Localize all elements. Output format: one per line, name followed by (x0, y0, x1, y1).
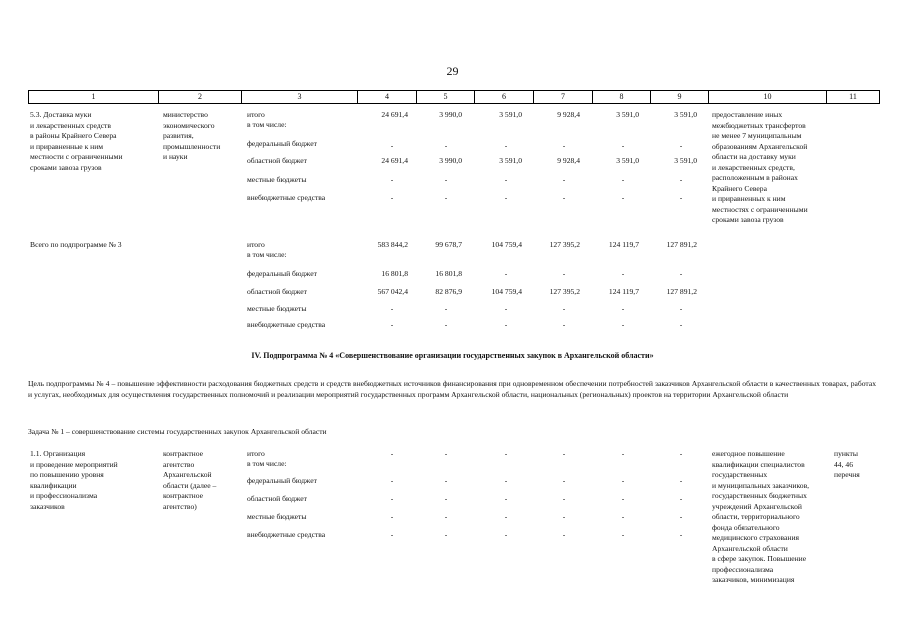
block2-fed-y2: 16 801,8 (435, 269, 462, 278)
block2-itogo-y5: 124 119,7 (608, 240, 639, 249)
section-title: IV. Подпрограмма № 4 «Совершенствование организации государственных закупок в Архангельской области» (251, 351, 654, 360)
block2-fed-y3: - (504, 269, 508, 278)
block1-mest-y3: - (504, 175, 508, 184)
block2-itogo-y3: 104 759,4 (491, 240, 522, 249)
block1-vneb-y6: - (679, 193, 683, 202)
block3-obl-y2: - (444, 494, 448, 503)
block1-obl-y2: 3 990,0 (439, 156, 462, 165)
block1-itogo-y4: 9 928,4 (557, 110, 580, 119)
block3-obl-y4: - (562, 494, 566, 503)
block3-fed-y2: - (444, 476, 448, 485)
block3-obl-y1: - (390, 494, 394, 503)
block2-obl-y4: 127 395,2 (549, 287, 580, 296)
block3-mest-y2: - (444, 512, 448, 521)
block2-obl-y6: 127 891,2 (666, 287, 697, 296)
header-col-9: 9 (651, 91, 709, 103)
block1-mest-y4: - (562, 175, 566, 184)
b1-label-incl: в том числе: (247, 120, 287, 129)
b1-label-vneb: внебюджетные средства (247, 193, 326, 202)
block1-itogo-y2: 3 990,0 (439, 110, 462, 119)
block2-vneb-y3: - (504, 320, 508, 329)
block1-mest-y1: - (390, 175, 394, 184)
block1-mest-y6: - (679, 175, 683, 184)
block2-fed-y5: - (621, 269, 625, 278)
table-header (28, 90, 880, 104)
block1-obl-y4: 9 928,4 (557, 156, 580, 165)
block2-itogo-y6: 127 891,2 (666, 240, 697, 249)
block2-itogo-y2: 99 678,7 (435, 240, 462, 249)
block1-vneb-y5: - (621, 193, 625, 202)
block2-mest-y3: - (504, 304, 508, 313)
page-number: 29 (446, 64, 459, 78)
block2-mest-y1: - (390, 304, 394, 313)
block3-vneb-y6: - (679, 530, 683, 539)
b3-label-obl: областной бюджет (247, 494, 307, 503)
block1-itogo-y6: 3 591,0 (674, 110, 697, 119)
block3-fed-y4: - (562, 476, 566, 485)
block2-vneb-y6: - (679, 320, 683, 329)
block1-fed-y1: - (390, 141, 394, 150)
block3-vneb-y2: - (444, 530, 448, 539)
b1-activity: 5.3. Доставка муки и лекарственных средств в районы Крайнего Севера и приравненные к ним местности с ограниченными сроками завоза грузов (30, 110, 123, 172)
block3-vneb-y3: - (504, 530, 508, 539)
block1-obl-y3: 3 591,0 (499, 156, 522, 165)
b3-label-itogo: итого (247, 449, 265, 458)
header-col-4: 4 (358, 91, 417, 103)
block3-mest-y1: - (390, 512, 394, 521)
block3-fed-y6: - (679, 476, 683, 485)
block3-fed-y3: - (504, 476, 508, 485)
block2-mest-y6: - (679, 304, 683, 313)
block1-obl-y1: 24 691,4 (381, 156, 408, 165)
b3-activity: 1.1. Организация и проведение мероприятий по повышению уровня квалификации и профессионализма заказчиков (30, 449, 118, 511)
block3-itogo-y6: - (679, 449, 683, 458)
block3-obl-y5: - (621, 494, 625, 503)
header-col-8: 8 (593, 91, 651, 103)
block3-itogo-y2: - (444, 449, 448, 458)
block1-mest-y2: - (444, 175, 448, 184)
block3-itogo-y4: - (562, 449, 566, 458)
block3-vneb-y1: - (390, 530, 394, 539)
b2-label-mest: местные бюджеты (247, 304, 307, 313)
b1-label-mest: местные бюджеты (247, 175, 307, 184)
block1-mest-y5: - (621, 175, 625, 184)
b3-label-fed: федеральный бюджет (247, 476, 317, 485)
b3-note: пункты 44, 46 перечня (834, 449, 860, 479)
block2-vneb-y2: - (444, 320, 448, 329)
b2-label-vneb: внебюджетные средства (247, 320, 326, 329)
block1-obl-y5: 3 591,0 (616, 156, 639, 165)
b1-label-obl: областной бюджет (247, 156, 307, 165)
b2-label-itogo: итого (247, 240, 265, 249)
header-col-1: 1 (29, 91, 159, 103)
goal-text: Цель подпрограммы № 4 – повышение эффективности расходования бюджетных средств и средств внебюджетных источников финансирования при одновременном обеспечении потребностей заказчиков Архангельской области в качественных товарах, работах и услугах, необходимых для осуществления государственных полномочий и реализации мероприятий государственных программ Архангельской области, национальных (региональных) проектов на территории Архангельской области (28, 379, 876, 399)
block1-fed-y2: - (444, 141, 448, 150)
block3-vneb-y5: - (621, 530, 625, 539)
block2-itogo-y1: 583 844,2 (377, 240, 408, 249)
block3-itogo-y5: - (621, 449, 625, 458)
block3-obl-y3: - (504, 494, 508, 503)
block2-itogo-y4: 127 395,2 (549, 240, 580, 249)
header-col-10: 10 (709, 91, 827, 103)
block3-fed-y5: - (621, 476, 625, 485)
b2-activity: Всего по подпрограмме № 3 (30, 240, 122, 249)
b3-label-mest: местные бюджеты (247, 512, 307, 521)
block2-fed-y1: 16 801,8 (381, 269, 408, 278)
block1-fed-y4: - (562, 141, 566, 150)
b3-label-incl: в том числе: (247, 459, 287, 468)
block3-fed-y1: - (390, 476, 394, 485)
block1-itogo-y1: 24 691,4 (381, 110, 408, 119)
b3-result: ежегодное повышение квалификации специалистов государственных и муниципальных заказчиков, государственных бюджетных учреждений Архангельской области, территориального фонда обязательного медицинского страхования Архангельской области в сфере закупок. Повышение профессионализма заказчиков, минимизация (712, 449, 810, 584)
block2-mest-y4: - (562, 304, 566, 313)
block3-vneb-y4: - (562, 530, 566, 539)
header-col-6: 6 (475, 91, 534, 103)
block2-obl-y5: 124 119,7 (608, 287, 639, 296)
block1-obl-y6: 3 591,0 (674, 156, 697, 165)
block2-vneb-y5: - (621, 320, 625, 329)
block1-fed-y5: - (621, 141, 625, 150)
block3-obl-y6: - (679, 494, 683, 503)
b3-label-vneb: внебюджетные средства (247, 530, 326, 539)
b2-label-fed: федеральный бюджет (247, 269, 317, 278)
header-col-3: 3 (242, 91, 358, 103)
block1-itogo-y3: 3 591,0 (499, 110, 522, 119)
header-col-7: 7 (534, 91, 593, 103)
block2-vneb-y1: - (390, 320, 394, 329)
block1-fed-y6: - (679, 141, 683, 150)
b1-label-itogo: итого (247, 110, 265, 119)
b2-label-obl: областной бюджет (247, 287, 307, 296)
block2-obl-y1: 567 042,4 (377, 287, 408, 296)
block1-vneb-y2: - (444, 193, 448, 202)
b3-executor: контрактное агентство Архангельской области (далее – контрактное агентство) (163, 449, 217, 511)
header-col-2: 2 (159, 91, 242, 103)
b2-label-incl: в том числе: (247, 250, 287, 259)
block2-mest-y5: - (621, 304, 625, 313)
block1-vneb-y1: - (390, 193, 394, 202)
header-col-11: 11 (849, 92, 857, 101)
block2-obl-y3: 104 759,4 (491, 287, 522, 296)
task-text: Задача № 1 – совершенствование системы государственных закупок Архангельской области (28, 427, 327, 436)
block3-mest-y5: - (621, 512, 625, 521)
block1-fed-y3: - (504, 141, 508, 150)
b1-label-fed: федеральный бюджет (247, 139, 317, 148)
block1-vneb-y3: - (504, 193, 508, 202)
block2-fed-y6: - (679, 269, 683, 278)
block2-vneb-y4: - (562, 320, 566, 329)
block3-mest-y6: - (679, 512, 683, 521)
b1-result: предоставление иных межбюджетных трансфертов не менее 7 муниципальным образованиям Архангельской области на доставку муки и лекарственных средств, расположенным в районах Крайнего Севера и приравненных к ним местностях с ограниченными сроками завоза грузов (712, 110, 808, 224)
block3-itogo-y1: - (390, 449, 394, 458)
header-col-5: 5 (417, 91, 475, 103)
block3-mest-y3: - (504, 512, 508, 521)
block1-itogo-y5: 3 591,0 (616, 110, 639, 119)
block2-obl-y2: 82 876,9 (435, 287, 462, 296)
block2-mest-y2: - (444, 304, 448, 313)
b1-executor: министерство экономического развития, промышленности и науки (163, 110, 221, 161)
block1-vneb-y4: - (562, 193, 566, 202)
block2-fed-y4: - (562, 269, 566, 278)
block3-mest-y4: - (562, 512, 566, 521)
block3-itogo-y3: - (504, 449, 508, 458)
